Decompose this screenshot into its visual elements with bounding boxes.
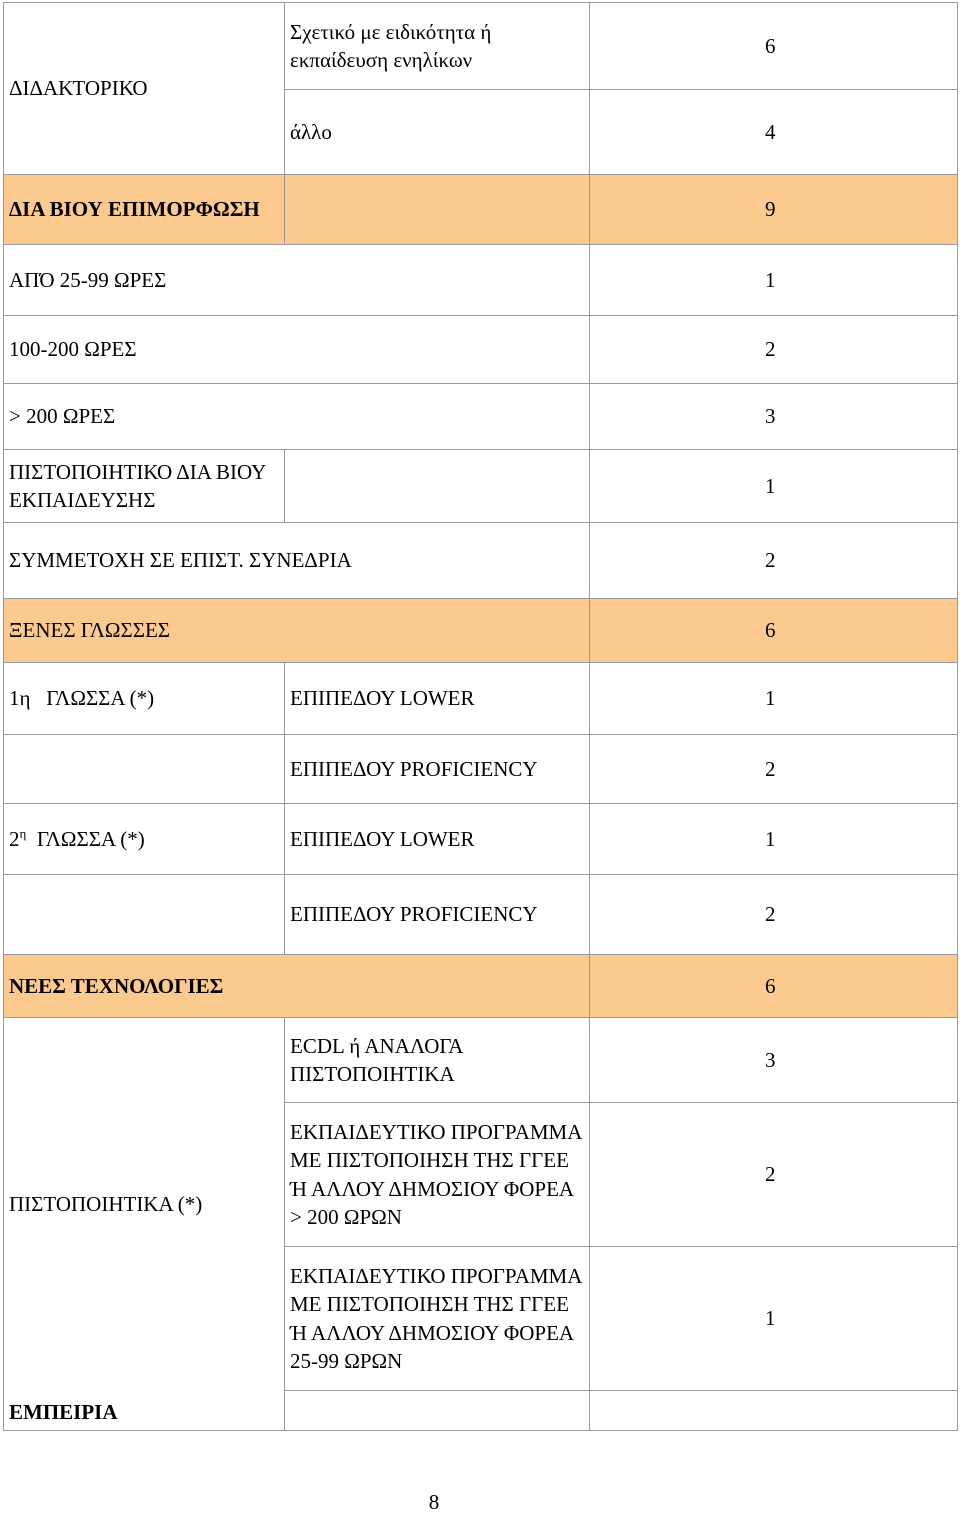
- language-1-label: 1η ΓΛΩΣΣΑ (*): [4, 663, 285, 735]
- program-25-99-label: ΕΚΠΑΙΔΕΥΤΙΚΟ ΠΡΟΓΡΑΜΜΑ ΜΕ ΠΙΣΤΟΠΟΙΗΣΗ ΤΗΣ ΓΓΕΕ Ή ΑΛΛΟΥ ΔΗΜΟΣΙΟΥ ΦΟΡΕΑ 25-99 ΩΡΩΝ: [285, 1247, 590, 1391]
- experience-label: ΕΜΠΕΙΡΙΑ: [4, 1391, 285, 1431]
- experience-empty-2: [590, 1391, 958, 1431]
- language-2-lower-label: ΕΠΙΠΕΔΟΥ LOWER: [285, 804, 590, 875]
- languages-label: ΞΕΝΕΣ ΓΛΩΣΣΕΣ: [4, 599, 590, 663]
- certificates-label: ΠΙΣΤΟΠΟΙΗΤΙΚΑ (*): [4, 1018, 285, 1391]
- hours-25-99-label: ΑΠΌ 25-99 ΩΡΕΣ: [4, 245, 590, 316]
- program-over-200-value: 2: [590, 1103, 958, 1247]
- new-tech-label: ΝΕΕΣ ΤΕΧΝΟΛΟΓΙΕΣ: [4, 955, 590, 1018]
- lifelong-cert-empty: [285, 450, 590, 523]
- lifelong-empty: [285, 175, 590, 245]
- language-1-lower-label: ΕΠΙΠΕΔΟΥ LOWER: [285, 663, 590, 735]
- conferences-value: 2: [590, 523, 958, 599]
- program-over-200-label: ΕΚΠΑΙΔΕΥΤΙΚΟ ΠΡΟΓΡΑΜΜΑ ΜΕ ΠΙΣΤΟΠΟΙΗΣΗ ΤΗΣ ΓΓΕΕ Ή ΑΛΛΟΥ ΔΗΜΟΣΙΟΥ ΦΟΡΕΑ > 200 ΩΡΩΝ: [285, 1103, 590, 1247]
- doctorate-other-label: άλλο: [285, 90, 590, 175]
- doctorate-label: ΔΙΔΑΚΤΟΡΙΚΟ: [4, 3, 285, 175]
- experience-empty-1: [285, 1391, 590, 1431]
- language-2-proficiency-label: ΕΠΙΠΕΔΟΥ PROFICIENCY: [285, 875, 590, 955]
- language-2-proficiency-value: 2: [590, 875, 958, 955]
- language-2-label: $2^\eta$ ΓΛΩΣΣΑ (*): [4, 804, 285, 875]
- page-number: 8: [428, 1490, 440, 1514]
- new-tech-value: 6: [590, 955, 958, 1018]
- doctorate-related-label: Σχετικό με ειδικότητα ή εκπαίδευση ενηλίκων: [285, 3, 590, 90]
- language-1-proficiency-label: ΕΠΙΠΕΔΟΥ PROFICIENCY: [285, 735, 590, 804]
- doctorate-other-value: 4: [590, 90, 958, 175]
- hours-over-200-value: 3: [590, 384, 958, 450]
- language-1-empty: [4, 735, 285, 804]
- hours-100-200-value: 2: [590, 316, 958, 384]
- hours-100-200-label: 100-200 ΩΡΕΣ: [4, 316, 590, 384]
- ecdl-label: ECDL ή ΑΝΑΛΟΓΑ ΠΙΣΤΟΠΟΙΗΤΙΚΑ: [285, 1018, 590, 1103]
- languages-value: 6: [590, 599, 958, 663]
- hours-over-200-label: > 200 ΩΡΕΣ: [4, 384, 590, 450]
- ecdl-value: 3: [590, 1018, 958, 1103]
- lifelong-cert-label: ΠΙΣΤΟΠΟΙΗΤΙΚΟ ΔΙΑ ΒΙΟΥ ΕΚΠΑΙΔΕΥΣΗΣ: [4, 450, 285, 523]
- program-25-99-value: 1: [590, 1247, 958, 1391]
- conferences-label: ΣΥΜΜΕΤΟΧΗ ΣΕ ΕΠΙΣΤ. ΣΥΝΕΔΡΙΑ: [4, 523, 590, 599]
- lifelong-label: ΔΙΑ ΒΙΟΥ ΕΠΙΜΟΡΦΩΣΗ: [4, 175, 285, 245]
- language-1-proficiency-value: 2: [590, 735, 958, 804]
- doctorate-related-value: 6: [590, 3, 958, 90]
- scoring-table: [3, 2, 958, 1431]
- lifelong-value: 9: [590, 175, 958, 245]
- language-2-lower-value: 1: [590, 804, 958, 875]
- language-2-empty: [4, 875, 285, 955]
- language-1-lower-value: 1: [590, 663, 958, 735]
- lifelong-cert-value: 1: [590, 450, 958, 523]
- hours-25-99-value: 1: [590, 245, 958, 316]
